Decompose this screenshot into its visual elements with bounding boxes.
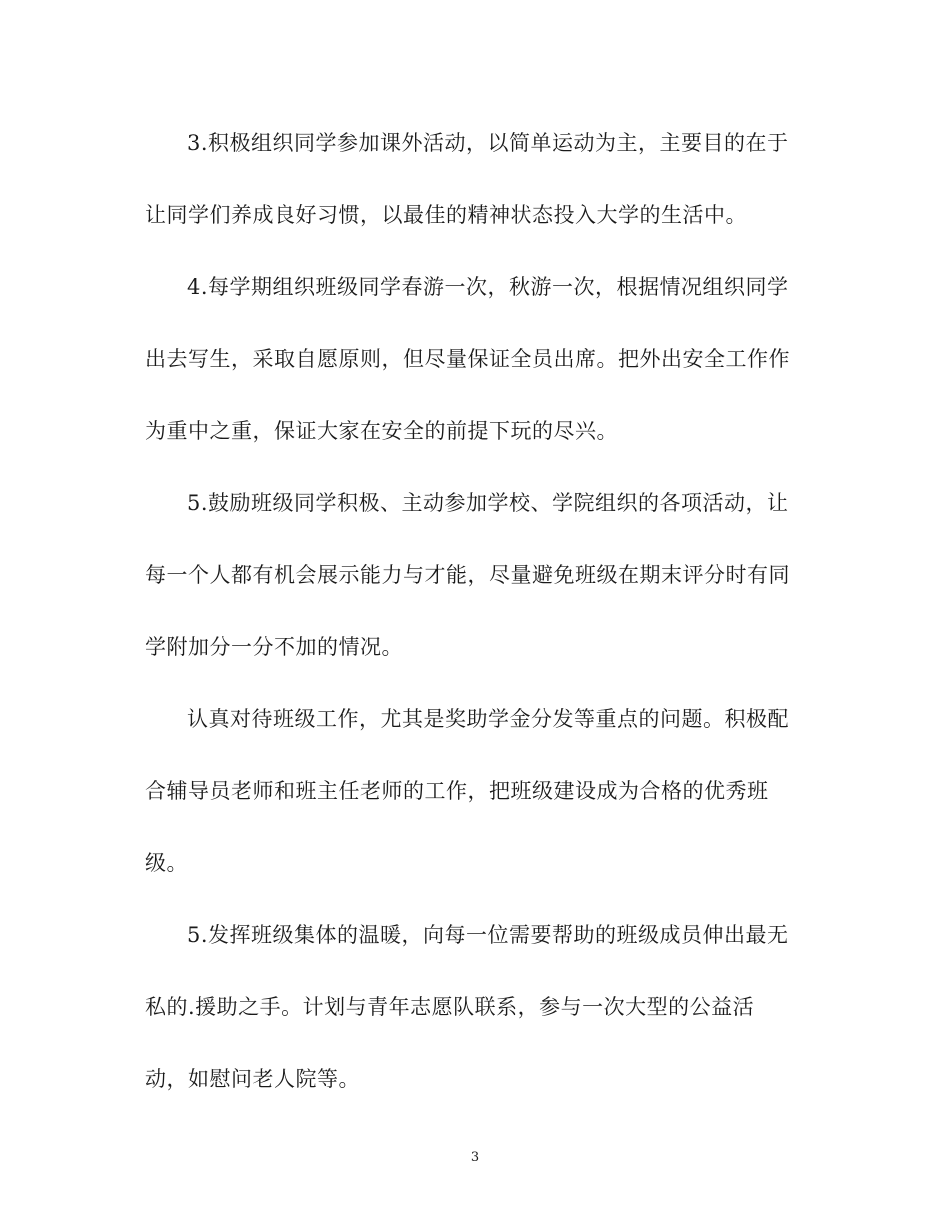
paragraph-5a-line-3: 学附加分一分不加的情况。	[145, 635, 403, 659]
paragraph-work-line-1: 认真对待班级工作，尤其是奖助学金分发等重点的问题。积极配	[187, 707, 789, 731]
paragraph-4-line-1: 4.每学期组织班级同学春游一次，秋游一次，根据情况组织同学	[187, 275, 789, 299]
paragraph-3-line-1: 3.积极组织同学参加课外活动，以简单运动为主，主要目的在于	[187, 131, 789, 155]
paragraph-4-line-3: 为重中之重，保证大家在安全的前提下玩的尽兴。	[145, 419, 618, 443]
paragraph-5b-line-2: 私的.援助之手。计划与青年志愿队联系，参与一次大型的公益活	[145, 995, 755, 1019]
paragraph-5b-line-3: 动，如慰问老人院等。	[145, 1067, 360, 1091]
paragraph-work-line-2: 合辅导员老师和班主任老师的工作，把班级建设成为合格的优秀班	[145, 779, 769, 803]
paragraph-work-line-3: 级。	[145, 851, 188, 875]
paragraph-3-line-2: 让同学们养成良好习惯，以最佳的精神状态投入大学的生活中。	[145, 203, 747, 227]
paragraph-4-line-2: 出去写生，采取自愿原则，但尽量保证全员出席。把外出安全工作作	[145, 347, 790, 371]
paragraph-5b-line-1: 5.发挥班级集体的温暖，向每一位需要帮助的班级成员伸出最无	[187, 923, 789, 947]
page-number: 3	[470, 1150, 480, 1165]
paragraph-5a-line-1: 5.鼓励班级同学积极、主动参加学校、学院组织的各项活动，让	[187, 491, 789, 515]
paragraph-5a-line-2: 每一个人都有机会展示能力与才能，尽量避免班级在期末评分时有同	[145, 563, 790, 587]
